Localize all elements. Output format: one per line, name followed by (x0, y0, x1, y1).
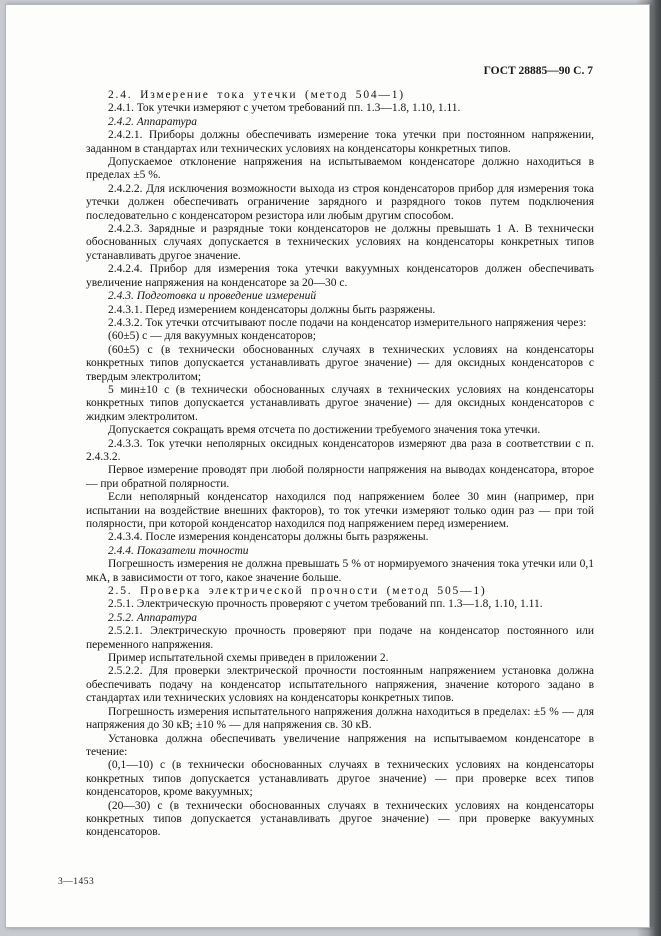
paragraph: Погрешность измерения не должна превышать 5 % от нормируемого значения тока утечки или 0,1 мкА, в зависимости от того, какое значение больше. (86, 558, 594, 584)
paragraph: (60±5) с (в технически обоснованных случаях в технических условиях на конденсаторы конкретных типов допускается устанавливать другое значение) — для оксидных конденсаторов с твердым электролитом; (86, 343, 594, 383)
paragraph: (20—30) с (в технически обоснованных случаях в технических условиях на конденсаторы конкретных типов допускается устанавливать другое значение) — при проверке вакуумных конденсаторов. (86, 799, 594, 839)
document-page (5, 4, 650, 928)
paragraph: Допускаемое отклонение напряжения на испытываемом конденсаторе должно находиться в пределах ±5 %. (86, 156, 594, 182)
paragraph: Допускается сокращать время отсчета по достижении требуемого значения тока утечки. (108, 424, 541, 437)
paragraph: 5 мин±10 с (в технически обоснованных случаях в технических условиях на конденсаторы конкретных типов допускается устанавливать другое значение) — для оксидных конденсаторов с жидким электролитом. (86, 383, 594, 423)
paragraph: 2.4.3.4. После измерения конденсаторы должны быть разряжены. (108, 531, 429, 544)
paragraph: 2.5.1. Электрическую прочность проверяют с учетом требований пп. 1.3—1.8, 1.10, 1.11. (108, 598, 543, 611)
paragraph: 2.5. Проверка электрической прочности (метод 505—1) (108, 585, 487, 598)
page-footer (58, 877, 94, 887)
paragraph: 2.4.2.2. Для исключения возможности выхода из строя конденсаторов прибор для измерения тока утечки должен обеспечивать ограничение зарядного и разрядного токов путем подключения последовательно с конденсатором резистора или любым другим способом. (86, 182, 594, 222)
paragraph: Первое измерение проводят при любой полярности напряжения на выводах конденсатора, второе — при обратной полярности. (86, 464, 594, 490)
paragraph: 2.4.4. Показатели точности (108, 544, 249, 557)
paragraph: 2.4.3.3. Ток утечки неполярных оксидных конденсаторов измеряют два раза в соответствии с п. 2.4.3.2. (86, 437, 594, 463)
paragraph: 2.4.3. Подготовка и проведение измерений (108, 290, 317, 303)
paragraph: 2.4.2.3. Зарядные и разрядные токи конденсаторов не должны превышать 1 А. В технически обоснованных случаях допускается в технических условиях на конденсаторы конкретных типов устанавливать другое значение. (86, 223, 594, 262)
paragraph: 2.4.2.1. Приборы должны обеспечивать измерение тока утечки при постоянном напряжении, заданном в стандартах или технических условиях на конденсаторы конкретных типов. (86, 129, 594, 155)
paragraph: 2.5.2.1. Электрическую прочность проверяют при подаче на конденсатор постоянного или переменного напряжения. (86, 625, 594, 651)
paragraph: Пример испытательной схемы приведен в приложении 2. (108, 652, 389, 665)
paragraph: 2.4.1. Ток утечки измеряют с учетом требований пп. 1.3—1.8, 1.10, 1.11. (108, 102, 461, 115)
paragraph: Если неполярный конденсатор находился под напряжением более 30 мин (например, при испытании на воздействие внешних факторов), то ток утечки измеряют только один раз — при той полярности, при которой конденсатор находился под напряжением перед измерением. (86, 491, 594, 530)
paragraph: Установка должна обеспечивать увеличение напряжения на испытываемом конденсаторе в течение: (86, 732, 594, 758)
paragraph: (60±5) с — для вакуумных конденсаторов; (108, 330, 316, 343)
paragraph: 2.4.3.2. Ток утечки отсчитывают после подачи на конденсатор измерительного напряжения через: (108, 316, 587, 329)
footer-code: 3—1453 (58, 877, 95, 887)
paragraph: 2.4.3.1. Перед измерением конденсаторы должны быть разряжены. (108, 303, 436, 316)
paragraph: 2.4. Измерение тока утечки (метод 504—1) (108, 89, 405, 101)
paragraph: 2.4.2.4. Прибор для измерения тока утечки вакуумных конденсаторов должен обеспечивать увеличение напряжения на конденсаторе за 20—30 с. (86, 263, 594, 289)
document-body (86, 89, 594, 840)
page-header (86, 65, 593, 77)
paragraph: 2.5.2. Аппаратура (108, 611, 197, 624)
doc-ref: ГОСТ 28885—90 С. 7 (483, 65, 593, 77)
paragraph: (0,1—10) с (в технически обоснованных случаях в технических условиях на конденсаторы конкретных типов допускается устанавливать другое значение) — при проверке всех типов конденсаторов, кроме вакуумных; (86, 759, 594, 799)
paragraph: 2.4.2. Аппаратура (108, 115, 197, 128)
paragraph: 2.5.2.2. Для проверки электрической прочности постоянным напряжением установка должна обеспечивать подачу на конденсатор испытательного напряжения, значение которого задано в стандартах или технических условиях на конденсаторы конкретных типов. (86, 665, 594, 705)
paragraph: Погрешность измерения испытательного напряжения должна находиться в пределах: ±5 % — для напряжения до 30 кВ; ±10 % — для напряжения св. 30 кВ. (86, 705, 594, 732)
